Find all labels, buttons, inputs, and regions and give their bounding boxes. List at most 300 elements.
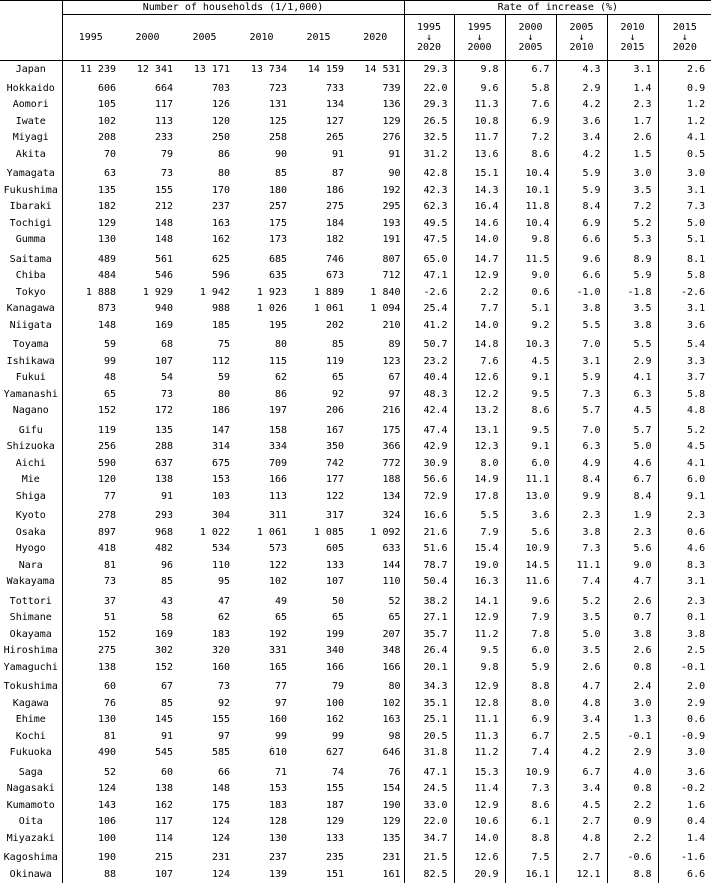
down-arrow-icon: ↓ [578,31,585,43]
increase-rate: 2.3 [687,595,706,607]
household-count: 169 [154,319,173,331]
household-count: 633 [347,541,404,558]
period-from: 2015 [672,21,697,33]
table-row [0,113,711,130]
period-from: 1995 [416,21,442,33]
increase-rate: 38.2 [404,593,454,610]
increase-rate: 3.1 [607,61,658,78]
household-count: 166 [268,474,287,486]
household-count: 85 [331,339,344,351]
increase-rate: 12.9 [454,268,505,285]
increase-rate: 50.4 [404,574,454,591]
household-count: 76 [347,764,404,781]
household-count: 166 [325,661,344,673]
increase-rate: 8.8 [607,866,658,883]
household-count: 60 [103,681,116,693]
increase-rate: 14.0 [454,830,505,847]
household-count: 58 [160,612,173,624]
household-count: 100 [97,832,116,844]
increase-rate: 17.8 [454,488,505,505]
increase-rate: 7.9 [505,610,556,627]
household-count: 66 [217,766,230,778]
household-count: 561 [154,253,173,265]
increase-rate: 12.2 [454,386,505,403]
prefecture-name: Saga [0,764,62,781]
household-count: 62 [274,372,287,384]
prefecture-name: Mie [0,472,62,489]
household-count: 288 [154,441,173,453]
household-count: 152 [97,628,116,640]
increase-rate: 7.3 [505,781,556,798]
household-count: 585 [211,747,230,759]
increase-rate: 6.7 [556,764,607,781]
household-count: 276 [347,130,404,147]
household-count: 646 [347,745,404,762]
increase-rate: 9.6 [505,593,556,610]
prefecture-name: Okinawa [0,866,62,883]
increase-rate: 5.8 [505,80,556,97]
increase-rate: 12.3 [454,439,505,456]
increase-rate: 6.7 [607,472,658,489]
increase-rate: 4.6 [687,543,706,555]
household-count: 233 [154,132,173,144]
household-count: 317 [325,510,344,522]
household-count: 128 [268,816,287,828]
table-row [0,488,711,505]
household-count: 80 [347,679,404,696]
household-count: 100 [325,697,344,709]
household-count: 1 092 [347,524,404,541]
household-count: 67 [160,681,173,693]
increase-rate: 3.8 [556,301,607,318]
household-count: 87 [331,168,344,180]
household-count: 151 [325,868,344,880]
table-row [0,781,711,798]
increase-rate: 7.4 [556,574,607,591]
household-count: 334 [268,441,287,453]
prefecture-name: Kyoto [0,508,62,525]
household-count: 49 [274,595,287,607]
household-count: 131 [268,99,287,111]
household-count: 186 [211,405,230,417]
household-count: 135 [154,424,173,436]
prefecture-name: Gifu [0,422,62,439]
household-count: 120 [97,474,116,486]
increase-rate: 12.1 [556,866,607,883]
increase-rate: 8.6 [505,403,556,420]
increase-rate: -0.9 [681,730,706,742]
household-count: 73 [160,388,173,400]
increase-rate: 11.1 [556,557,607,574]
prefecture-name: Shimane [0,610,62,627]
increase-rate: 5.1 [505,301,556,318]
increase-rate: 42.8 [404,166,454,183]
increase-rate: 14.1 [454,593,505,610]
household-count: 940 [154,303,173,315]
increase-rate: 2.6 [687,63,706,75]
household-count: 54 [160,372,173,384]
prefecture-name: Kagoshima [0,850,62,867]
prefecture-name: Fukuoka [0,745,62,762]
increase-rate: 1.6 [687,799,706,811]
household-count: 231 [211,852,230,864]
increase-rate: 4.7 [556,679,607,696]
household-count: 135 [347,830,404,847]
household-count: 237 [268,852,287,864]
household-count: 1 889 [313,286,344,298]
table-row [0,199,711,216]
increase-rate: 2.4 [607,679,658,696]
household-count: 11 239 [79,63,116,75]
prefecture-name: Iwate [0,113,62,130]
household-count: 95 [217,576,230,588]
increase-rate: 4.1 [607,370,658,387]
household-count: 138 [154,474,173,486]
increase-rate: 5.1 [687,234,706,246]
increase-rate: 6.0 [505,643,556,660]
household-count: 295 [347,199,404,216]
table-row [0,370,711,387]
household-count: 723 [268,82,287,94]
prefecture-name: Hyogo [0,541,62,558]
household-count: 73 [103,576,116,588]
increase-rate: 3.1 [687,576,706,588]
increase-rate: 2.3 [607,524,658,541]
increase-rate: 9.5 [505,386,556,403]
household-count: 85 [274,168,287,180]
household-count: 103 [211,490,230,502]
increase-rate: 14.6 [454,215,505,232]
household-count: 155 [154,184,173,196]
increase-rate: 20.9 [454,866,505,883]
prefecture-name: Ehime [0,712,62,729]
household-count: 167 [325,424,344,436]
household-count: 47 [217,595,230,607]
household-count: 188 [347,472,404,489]
household-count: 673 [325,270,344,282]
increase-rate: 14.3 [454,182,505,199]
household-count: 163 [347,712,404,729]
increase-rate: 3.5 [556,610,607,627]
increase-rate: 1.4 [687,832,706,844]
household-count: 102 [268,576,287,588]
prefecture-name: Chiba [0,268,62,285]
household-count: 172 [154,405,173,417]
household-count: 1 840 [347,284,404,301]
increase-rate: 1.2 [687,99,706,111]
household-count: 43 [160,595,173,607]
increase-rate: 3.6 [556,113,607,130]
increase-rate: 48.3 [404,386,454,403]
household-count: 139 [268,868,287,880]
increase-rate: 4.8 [687,405,706,417]
table-row [0,337,711,354]
household-count: 126 [211,99,230,111]
increase-rate: 5.2 [556,593,607,610]
household-count: 99 [103,355,116,367]
increase-rate: 50.7 [404,337,454,354]
household-count: 129 [325,816,344,828]
increase-rate: 3.3 [687,355,706,367]
increase-rate: 4.1 [687,132,706,144]
increase-rate: 10.3 [505,337,556,354]
household-count: 235 [325,852,344,864]
increase-rate: 3.1 [687,184,706,196]
increase-rate: 41.2 [404,317,454,334]
down-arrow-icon: ↓ [527,31,534,43]
household-count: 85 [160,576,173,588]
increase-rate: -1.0 [556,284,607,301]
table-row [0,472,711,489]
household-count: 85 [160,697,173,709]
household-count: 96 [160,559,173,571]
increase-rate: 26.4 [404,643,454,660]
increase-rate: 82.5 [404,866,454,883]
household-count: 152 [154,661,173,673]
prefecture-name: Ishikawa [0,353,62,370]
household-count: 134 [347,488,404,505]
increase-rate: 12.9 [454,679,505,696]
household-count: 65 [331,612,344,624]
table-row [0,695,711,712]
increase-rate: 12.8 [454,695,505,712]
increase-rate: 51.6 [404,541,454,558]
increase-rate: 3.8 [687,628,706,640]
increase-rate: 15.1 [454,166,505,183]
prefecture-name: Kochi [0,728,62,745]
household-count: 165 [268,661,287,673]
increase-rate: 42.9 [404,439,454,456]
increase-rate: 9.5 [505,422,556,439]
household-count: 170 [211,184,230,196]
household-count: 88 [103,868,116,880]
increase-rate: 3.4 [556,781,607,798]
household-count: 742 [325,457,344,469]
household-count: 91 [160,730,173,742]
increase-rate: 33.0 [404,797,454,814]
household-count: 148 [154,217,173,229]
household-count: 348 [347,643,404,660]
prefecture-name: Ibaraki [0,199,62,216]
household-count: 635 [268,270,287,282]
increase-rate: 5.6 [505,524,556,541]
increase-rate: 10.4 [505,215,556,232]
household-count: 120 [211,115,230,127]
household-count: 207 [347,626,404,643]
period-header [404,15,454,61]
increase-rate: 15.4 [454,541,505,558]
household-count: 173 [268,234,287,246]
increase-rate: 4.8 [556,830,607,847]
household-count: 709 [268,457,287,469]
year-header: 2005 [176,15,233,61]
household-count: 148 [97,319,116,331]
table-row [0,574,711,591]
period-from: 2005 [569,21,594,33]
increase-rate: 3.1 [556,353,607,370]
table-row [0,284,711,301]
household-count: 51 [103,612,116,624]
table-row [0,728,711,745]
increase-rate: 6.9 [505,712,556,729]
household-count: 340 [325,645,344,657]
increase-rate: 29.3 [404,61,454,78]
household-count: 81 [103,730,116,742]
household-count: 50 [331,595,344,607]
household-count: 125 [268,115,287,127]
household-count: 237 [211,201,230,213]
prefecture-name: Gumma [0,232,62,249]
increase-rate: 9.6 [454,80,505,97]
increase-rate: 2.9 [607,745,658,762]
household-count: 148 [154,234,173,246]
household-count: 12 341 [136,63,173,75]
household-count: 489 [97,253,116,265]
household-count: 590 [97,457,116,469]
increase-rate: 42.3 [404,182,454,199]
increase-rate: 4.2 [556,97,607,114]
period-from: 2000 [518,21,543,33]
down-arrow-icon: ↓ [426,31,433,43]
increase-rate: 9.1 [505,370,556,387]
increase-rate: 20.1 [404,659,454,676]
table-row [0,403,711,420]
household-count: 1 929 [142,286,173,298]
table-row [0,626,711,643]
increase-rate: 6.9 [556,215,607,232]
increase-rate: -2.6 [681,286,706,298]
increase-rate: 3.5 [607,182,658,199]
increase-rate: 2.2 [454,284,505,301]
household-count: 897 [97,526,116,538]
household-count: 216 [347,403,404,420]
increase-rate: 3.4 [556,712,607,729]
increase-rate: 47.5 [404,232,454,249]
household-count: 606 [97,82,116,94]
household-count: 122 [268,559,287,571]
household-count: 1 942 [199,286,230,298]
household-count: 133 [325,832,344,844]
period-from: 2010 [620,21,645,33]
increase-rate: 29.3 [404,97,454,114]
increase-rate: 11.3 [454,728,505,745]
prefecture-name: Kumamoto [0,797,62,814]
household-count: 90 [347,166,404,183]
prefecture-name: Hokkaido [0,80,62,97]
increase-rate: 4.7 [607,574,658,591]
prefecture-name: Miyazaki [0,830,62,847]
increase-rate: 2.5 [556,728,607,745]
increase-rate: 1.3 [607,712,658,729]
increase-rate: 3.6 [505,508,556,525]
household-count: 99 [274,730,287,742]
table-row [0,524,711,541]
year-header: 2010 [233,15,290,61]
increase-rate: 7.7 [454,301,505,318]
prefecture-name: Fukui [0,370,62,387]
household-count: 74 [331,766,344,778]
increase-rate: 4.9 [556,455,607,472]
household-count: 490 [97,747,116,759]
increase-rate: 47.1 [404,764,454,781]
increase-rate: 2.7 [556,850,607,867]
increase-rate: 0.8 [607,659,658,676]
prefecture-name: Tochigi [0,215,62,232]
household-count: 91 [160,490,173,502]
increase-rate: 2.9 [607,353,658,370]
increase-rate: 13.6 [454,146,505,163]
increase-rate: 7.6 [505,97,556,114]
prefecture-name: Hiroshima [0,643,62,660]
household-count: 180 [268,184,287,196]
household-count: 65 [347,610,404,627]
increase-rate: 9.6 [556,251,607,268]
prefecture-name: Japan [0,61,62,78]
household-count: 123 [347,353,404,370]
prefecture-name: Akita [0,146,62,163]
household-count: 13 171 [193,63,230,75]
household-count: 98 [347,728,404,745]
increase-rate: 34.7 [404,830,454,847]
household-count: 206 [325,405,344,417]
household-count: 97 [347,386,404,403]
household-count: 807 [347,251,404,268]
household-count: 107 [154,355,173,367]
increase-rate: 10.9 [505,764,556,781]
increase-rate: 16.3 [454,574,505,591]
increase-rate: 8.9 [607,251,658,268]
increase-rate: 5.7 [556,403,607,420]
prefecture-name: Shizuoka [0,439,62,456]
household-count: 208 [97,132,116,144]
household-count: 81 [103,559,116,571]
household-count: 183 [268,799,287,811]
household-count: 185 [211,319,230,331]
increase-rate: 1.2 [687,115,706,127]
table-row [0,659,711,676]
increase-rate: 10.6 [454,814,505,831]
increase-rate: 27.1 [404,610,454,627]
increase-rate: 20.5 [404,728,454,745]
prefecture-name: Kagawa [0,695,62,712]
increase-rate: 4.5 [687,441,706,453]
increase-rate: 35.1 [404,695,454,712]
increase-rate: 5.7 [607,422,658,439]
household-count: 265 [325,132,344,144]
household-count: 166 [347,659,404,676]
household-count: 153 [268,783,287,795]
household-count: 183 [211,628,230,640]
increase-rate: 11.1 [505,472,556,489]
period-header [505,15,556,61]
increase-rate: 9.9 [556,488,607,505]
table-row [0,610,711,627]
increase-rate: 3.6 [687,766,706,778]
household-count: 14 531 [347,61,404,78]
increase-rate: 16.1 [505,866,556,883]
increase-rate: 2.7 [556,814,607,831]
increase-rate: 7.3 [687,201,706,213]
household-count: 106 [97,816,116,828]
increase-rate: 3.8 [556,524,607,541]
increase-rate: 3.0 [607,695,658,712]
household-count: 195 [268,319,287,331]
increase-rate: 2.3 [607,97,658,114]
household-count: 175 [347,422,404,439]
increase-rate: -0.6 [607,850,658,867]
table-row [0,814,711,831]
household-count: 162 [154,799,173,811]
